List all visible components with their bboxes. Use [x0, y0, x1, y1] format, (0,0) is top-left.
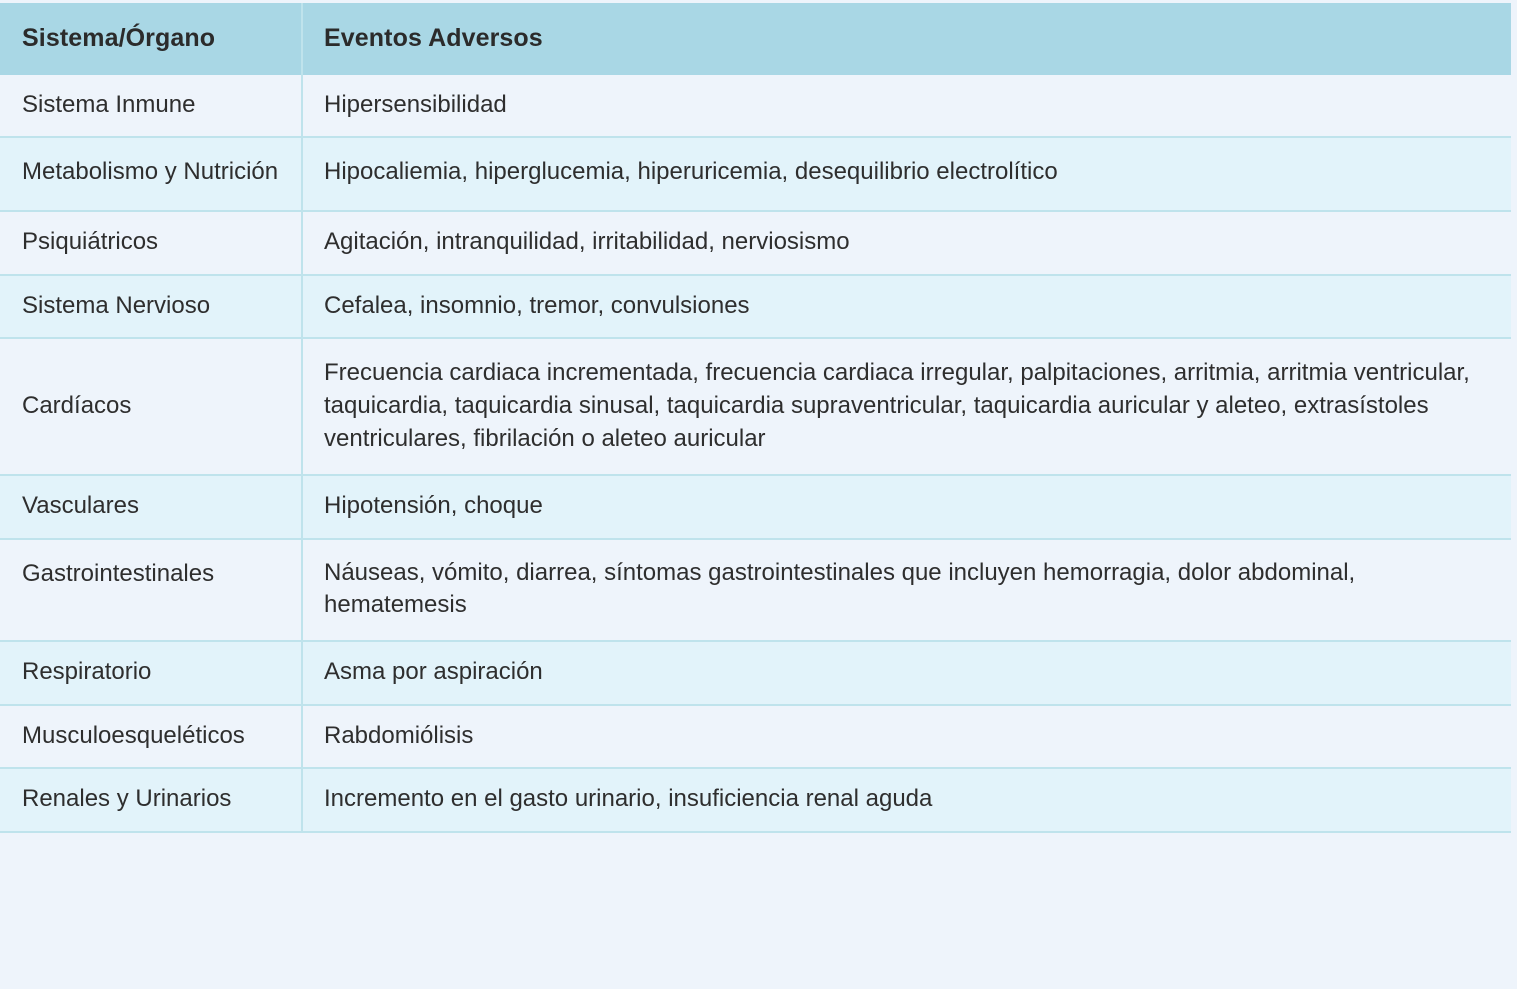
cell-system-organ: Cardíacos — [0, 338, 302, 475]
column-header-system: Sistema/Órgano — [0, 3, 302, 75]
table-row — [0, 539, 1511, 641]
column-header-events: Eventos Adversos — [302, 3, 1511, 75]
table-row — [0, 338, 1511, 475]
cell-system-organ: Sistema Inmune — [0, 75, 302, 138]
cell-adverse-events: Frecuencia cardiaca incrementada, frecuencia cardiaca irregular, palpitaciones, arritmia, arritmia ventricular, taquicardia, taquicardia sinusal, taquicardia supraventricular, taquicardia auricular y aleteo, extrasístoles ventriculares, fibrilación o aleteo auricular — [302, 338, 1511, 475]
cell-adverse-events: Incremento en el gasto urinario, insuficiencia renal aguda — [302, 768, 1511, 832]
cell-system-organ: Musculoesqueléticos — [0, 705, 302, 769]
table-row — [0, 275, 1511, 339]
cell-system-organ: Respiratorio — [0, 641, 302, 705]
cell-adverse-events: Náuseas, vómito, diarrea, síntomas gastrointestinales que incluyen hemorragia, dolor abdominal, hematemesis — [302, 539, 1511, 641]
adverse-events-table — [0, 3, 1511, 833]
cell-adverse-events: Agitación, intranquilidad, irritabilidad, nerviosismo — [302, 211, 1511, 275]
table-body — [0, 75, 1511, 832]
bottom-spacer — [0, 833, 1517, 877]
cell-adverse-events: Cefalea, insomnio, tremor, convulsiones — [302, 275, 1511, 339]
cell-system-organ: Renales y Urinarios — [0, 768, 302, 832]
table-row — [0, 768, 1511, 832]
cell-adverse-events: Hipocaliemia, hiperglucemia, hiperuricemia, desequilibrio electrolítico — [302, 137, 1511, 211]
table-row — [0, 211, 1511, 275]
cell-adverse-events: Asma por aspiración — [302, 641, 1511, 705]
table-row — [0, 475, 1511, 539]
cell-adverse-events: Hipersensibilidad — [302, 75, 1511, 138]
cell-system-organ: Gastrointestinales — [0, 539, 302, 641]
cell-system-organ: Psiquiátricos — [0, 211, 302, 275]
page-container — [0, 3, 1517, 989]
cell-system-organ: Sistema Nervioso — [0, 275, 302, 339]
cell-adverse-events: Hipotensión, choque — [302, 475, 1511, 539]
table-row — [0, 705, 1511, 769]
cell-system-organ: Metabolismo y Nutrición — [0, 137, 302, 211]
cell-adverse-events: Rabdomiólisis — [302, 705, 1511, 769]
header-row — [0, 3, 1511, 75]
table-header — [0, 3, 1511, 75]
table-row — [0, 137, 1511, 211]
table-row — [0, 75, 1511, 138]
cell-system-organ: Vasculares — [0, 475, 302, 539]
table-row — [0, 641, 1511, 705]
